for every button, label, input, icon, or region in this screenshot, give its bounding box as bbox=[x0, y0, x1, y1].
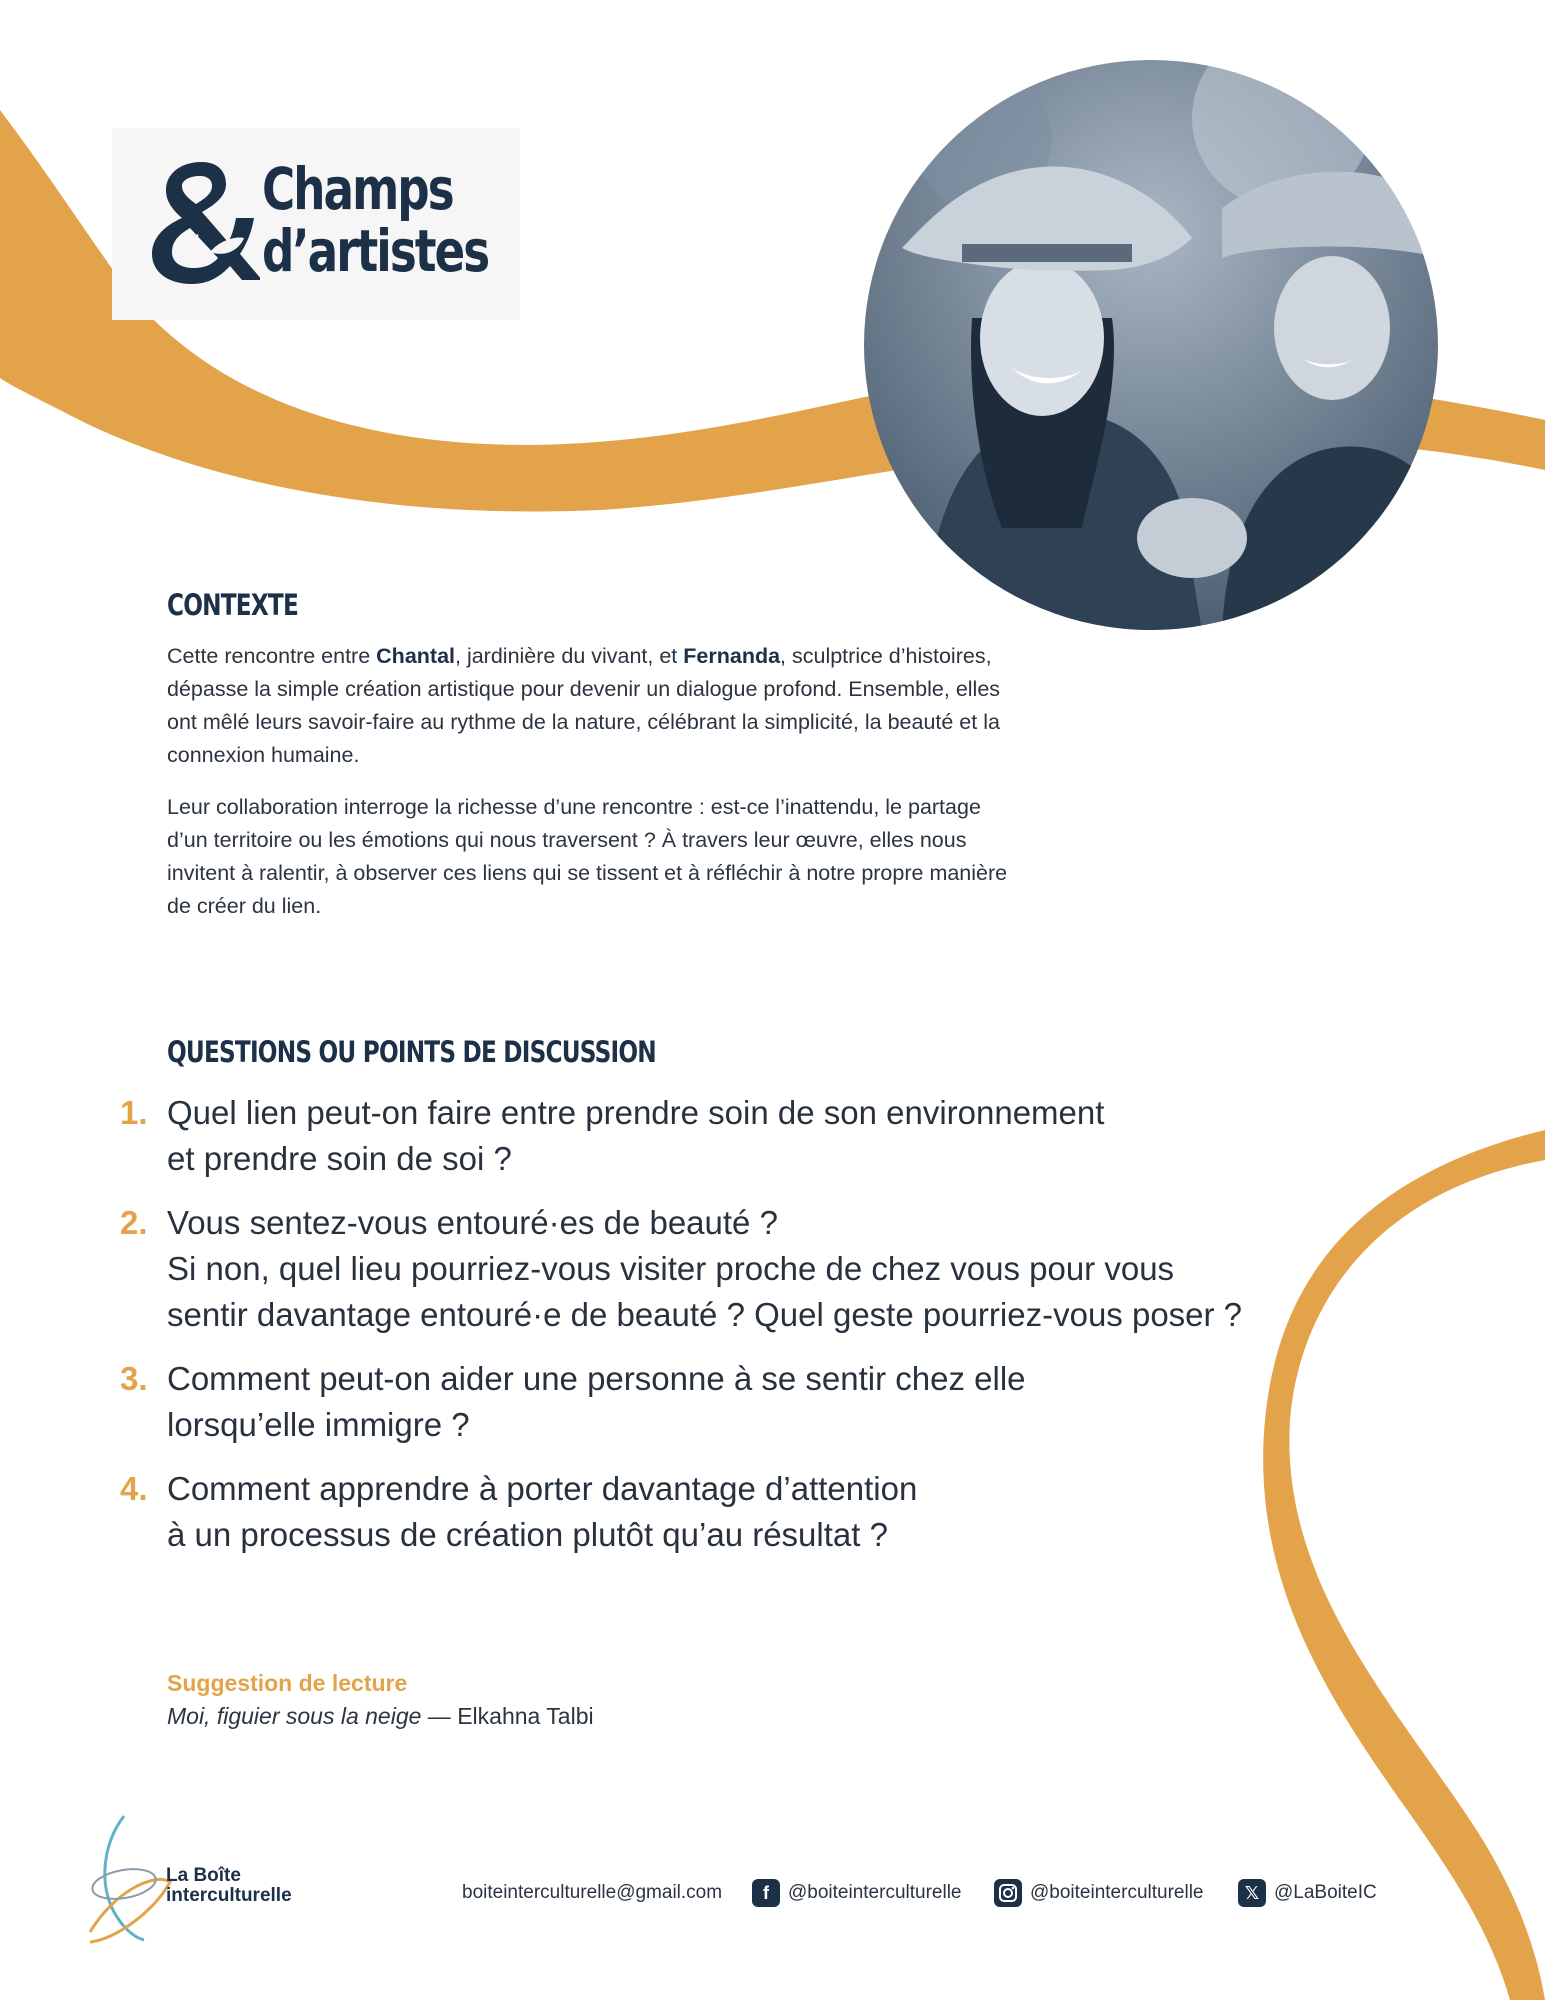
question-line: à un processus de création plutôt qu’au résultat ? bbox=[167, 1516, 888, 1553]
facebook-icon: f bbox=[752, 1879, 780, 1907]
question-line: Comment apprendre à porter davantage d’attention bbox=[167, 1470, 918, 1507]
question-number: 1. bbox=[120, 1094, 148, 1131]
questions-heading: QUESTIONS OU POINTS DE DISCUSSION bbox=[167, 1035, 656, 1069]
footer-instagram[interactable] bbox=[994, 1879, 1204, 1907]
p1-text-b: , jardinière du vivant, et bbox=[455, 644, 684, 668]
footer-facebook[interactable] bbox=[752, 1879, 962, 1907]
footer-brand-line1: La Boîte bbox=[166, 1865, 241, 1886]
x-icon: 𝕏 bbox=[1238, 1879, 1266, 1907]
photo-circle bbox=[862, 58, 1440, 632]
question-number: 3. bbox=[120, 1360, 148, 1397]
question-line: Comment peut-on aider une personne à se sentir chez elle bbox=[167, 1360, 1026, 1397]
contexte-paragraph-2: Leur collaboration interroge la richesse d’une rencontre : est-ce l’inattendu, le partage d’un territoire ou les émotions qui nous traversent ? À travers leur œuvre, elles nous invitent à ralentir, à observer ces liens qui se tissent et à réfléchir à notre propre manière de créer du lien. bbox=[167, 795, 1008, 918]
suggestion-book bbox=[167, 1703, 594, 1730]
book-separator: — bbox=[421, 1703, 458, 1729]
brand-title bbox=[262, 155, 489, 285]
instagram-handle: @boiteinterculturelle bbox=[1030, 1882, 1204, 1904]
question-item bbox=[167, 1466, 1327, 1558]
question-line: Quel lien peut-on faire entre prendre soin de son environnement bbox=[167, 1094, 1105, 1131]
question-item bbox=[167, 1200, 1327, 1338]
book-author: Elkahna Talbi bbox=[457, 1703, 594, 1729]
question-line: Si non, quel lieu pourriez-vous visiter proche de chez vous pour vous bbox=[167, 1250, 1175, 1287]
p1-text-a: Cette rencontre entre bbox=[167, 644, 377, 668]
p1-text-c: , sculptrice d’histoires, dépasse la simple création artistique pour devenir un dialogue profond. Ensemble, elles ont mêlé leurs savoir-faire au rythme de la nature, célébrant la simplicité, la beauté et la connexion humaine. bbox=[167, 644, 1001, 767]
question-number: 4. bbox=[120, 1470, 148, 1507]
footer-brand-line2: interculturelle bbox=[166, 1885, 292, 1906]
question-number: 2. bbox=[120, 1204, 148, 1241]
question-item bbox=[167, 1356, 1327, 1448]
question-line: Vous sentez-vous entouré·es de beauté ? bbox=[167, 1204, 778, 1241]
contexte-paragraph-1 bbox=[167, 640, 1027, 772]
question-line: sentir davantage entouré·e de beauté ? Quel geste pourriez-vous poser ? bbox=[167, 1296, 1243, 1333]
name-chantal: Chantal bbox=[376, 644, 455, 668]
instagram-icon bbox=[994, 1879, 1022, 1907]
la-boite-logo-icon bbox=[84, 1812, 174, 1948]
contexte-heading: CONTEXTE bbox=[167, 588, 298, 622]
brand-title-line2: d’artistes bbox=[262, 217, 489, 285]
footer-email[interactable]: boiteinterculturelle@gmail.com bbox=[462, 1882, 723, 1903]
footer-brand bbox=[166, 1866, 292, 1906]
question-line: et prendre soin de soi ? bbox=[167, 1140, 512, 1177]
ampersand-leaf-icon bbox=[140, 150, 260, 290]
brand-title-line1: Champs bbox=[262, 155, 453, 223]
footer-x[interactable] bbox=[1238, 1879, 1377, 1907]
question-item bbox=[167, 1090, 1327, 1182]
name-fernanda: Fernanda bbox=[683, 644, 781, 668]
book-title: Moi, figuier sous la neige bbox=[167, 1703, 422, 1729]
x-handle: @LaBoiteIC bbox=[1274, 1882, 1377, 1904]
facebook-handle: @boiteinterculturelle bbox=[788, 1882, 962, 1904]
suggestion-label: Suggestion de lecture bbox=[167, 1670, 408, 1696]
question-line: lorsqu’elle immigre ? bbox=[167, 1406, 470, 1443]
